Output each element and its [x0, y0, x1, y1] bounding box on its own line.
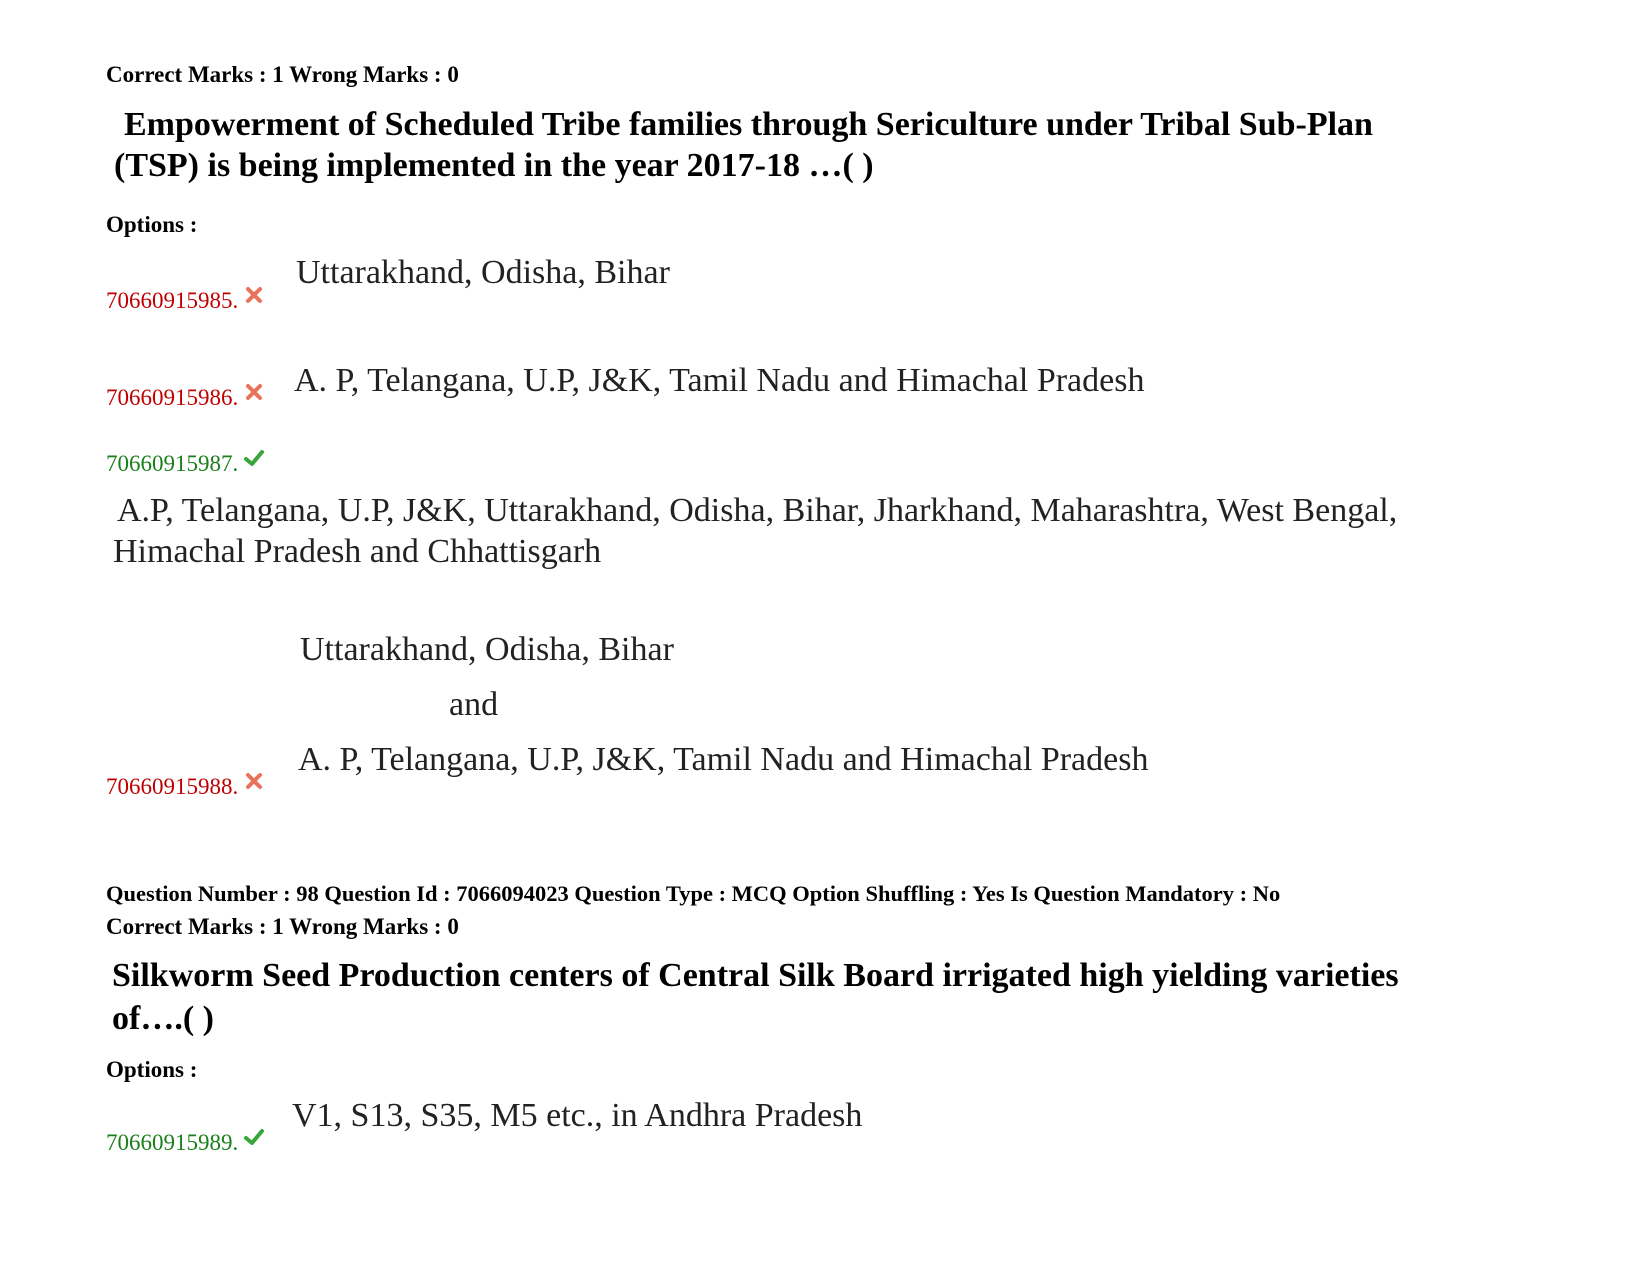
q97-question-line2: (TSP) is being implemented in the year 2017-18 …( ): [114, 147, 874, 184]
check-icon: [244, 1127, 264, 1147]
q97-option-3: [106, 448, 264, 479]
q97-marks: Correct Marks : 1 Wrong Marks : 0: [106, 62, 459, 87]
cross-icon: [244, 285, 264, 305]
q97-option-2: [106, 382, 264, 413]
q98-option-1-id: 70660915989.: [106, 1130, 239, 1155]
q97-option-3-id: 70660915987.: [106, 451, 239, 476]
q97-option-1-text: Uttarakhand, Odisha, Bihar: [296, 254, 670, 291]
cross-icon: [244, 382, 264, 402]
q97-options-label: Options :: [106, 212, 198, 237]
q98-options-label: Options :: [106, 1057, 198, 1082]
q97-option-2-text: A. P, Telangana, U.P, J&K, Tamil Nadu and Himachal Pradesh: [294, 362, 1145, 399]
q97-option-3-text-line1: A.P, Telangana, U.P, J&K, Uttarakhand, Odisha, Bihar, Jharkhand, Maharashtra, West Bengal,: [117, 492, 1398, 529]
q97-question-line1: Empowerment of Scheduled Tribe families through Sericulture under Tribal Sub-Plan: [124, 106, 1373, 143]
q97-option-1: [106, 285, 264, 316]
q97-option-1-id: 70660915985.: [106, 288, 239, 313]
q98-option-1: [106, 1127, 264, 1158]
q98-question-line2: of….( ): [112, 1000, 214, 1037]
q98-marks: Correct Marks : 1 Wrong Marks : 0: [106, 914, 459, 939]
q97-option-4-text-line3: A. P, Telangana, U.P, J&K, Tamil Nadu and Himachal Pradesh: [298, 741, 1149, 778]
q97-option-4-text-line2: and: [449, 686, 499, 723]
cross-icon: [244, 771, 264, 791]
q98-option-1-text: V1, S13, S35, M5 etc., in Andhra Pradesh: [292, 1097, 863, 1134]
q97-option-2-id: 70660915986.: [106, 385, 239, 410]
q98-header: Question Number : 98 Question Id : 7066094023 Question Type : MCQ Option Shuffling : Yes Is Question Mandatory : No: [106, 881, 1281, 906]
q97-option-4: [106, 771, 264, 802]
q97-option-4-text-line1: Uttarakhand, Odisha, Bihar: [300, 631, 674, 668]
q97-option-4-id: 70660915988.: [106, 774, 239, 799]
q97-option-3-text-line2: Himachal Pradesh and Chhattisgarh: [113, 533, 602, 570]
q98-question-line1: Silkworm Seed Production centers of Central Silk Board irrigated high yielding varieties: [112, 957, 1399, 994]
check-icon: [244, 448, 264, 468]
